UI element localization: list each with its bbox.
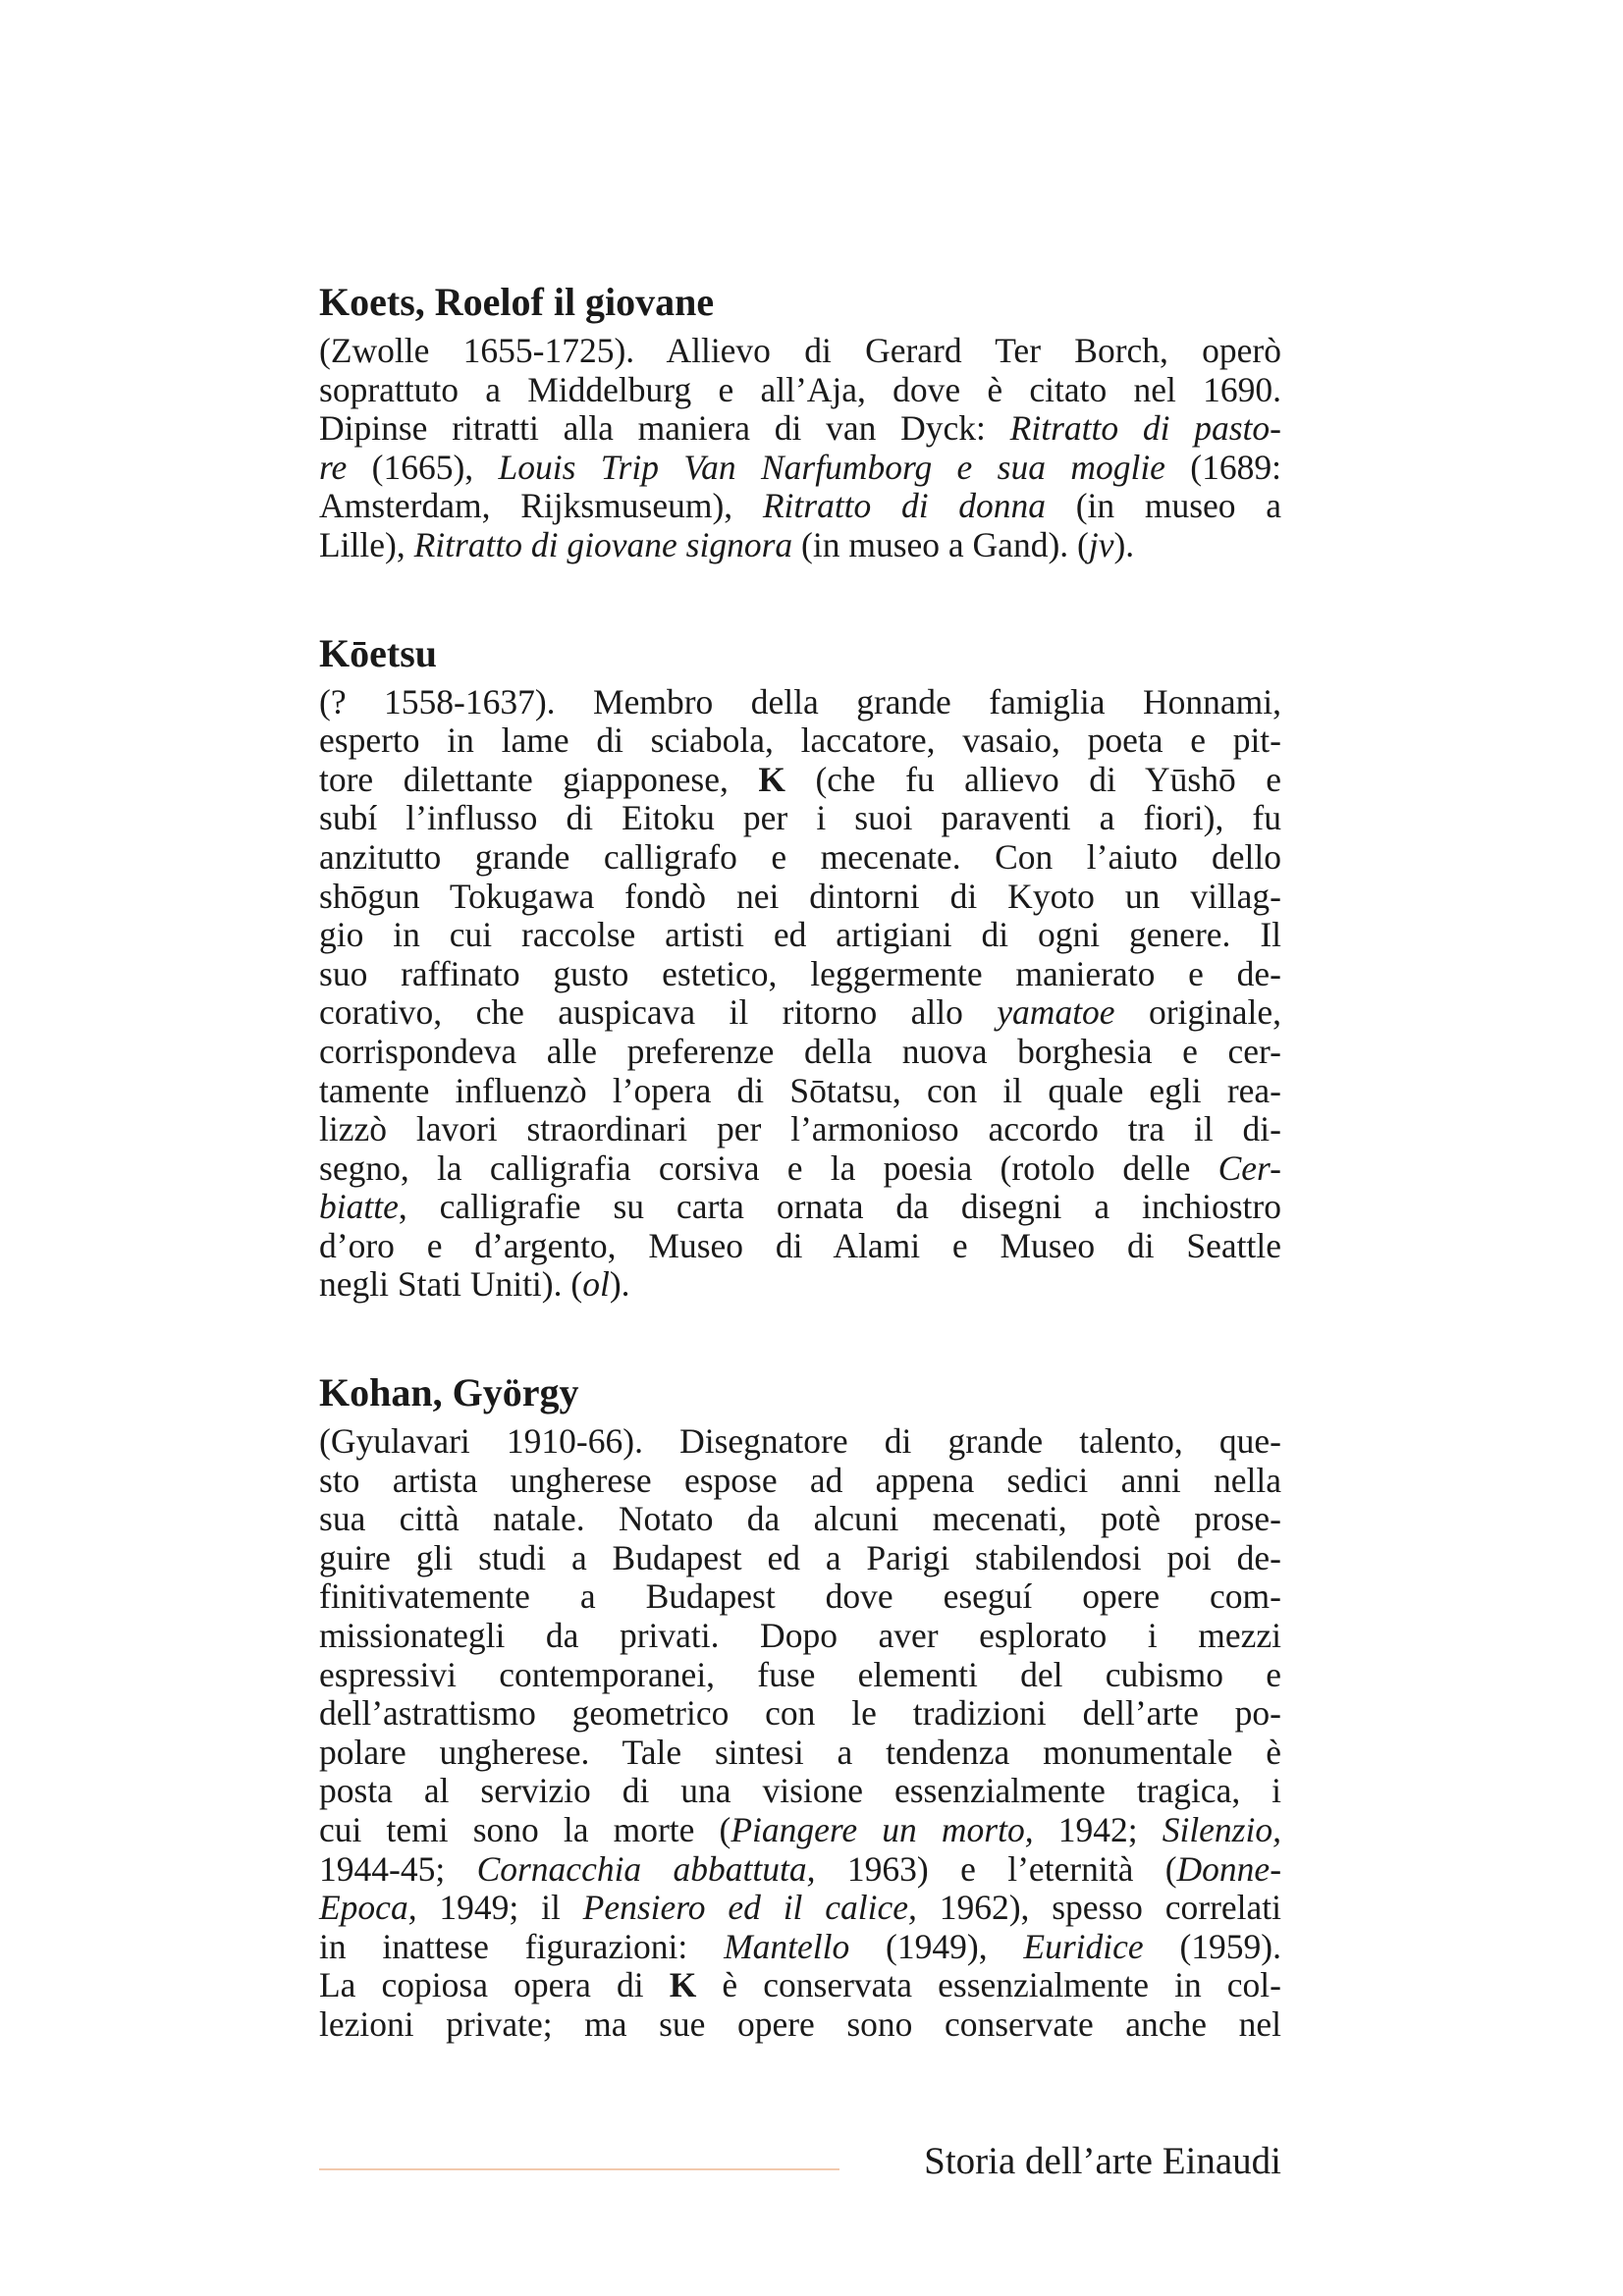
text-run: 1942; [1033,1810,1163,1849]
italic-run: Ritratto di pasto- [1009,408,1281,449]
text-run: lizzò lavori straordinari per l’armonioso accordo tra il di- [319,1109,1281,1149]
text-run: finitivatemente a Budapest dove eseguí opere com- [319,1576,1281,1617]
text-line [319,1772,1281,1811]
text-line [319,1656,1281,1695]
entry-body [319,683,1281,1306]
italic-run: Piangere un morto, [730,1810,1034,1849]
text-line [319,1577,1281,1617]
entry-koets [319,277,1281,565]
text-line [319,1966,1281,2005]
text-line [319,799,1281,838]
text-run: lezioni private; ma sue opere sono conservate anche nel [319,2003,1281,2044]
italic-run: Epoca, [319,1888,417,1928]
italic-run: Ritratto di giovane signora [413,524,793,564]
text-run: subí l’influsso di Eitoku per i suoi paraventi a fiori), fu [319,798,1281,838]
text-line [319,1850,1281,1890]
text-run: posta al servizio di una visione essenzialmente tragica, i [319,1771,1281,1811]
text-run: polare ungherese. Tale sintesi a tendenza monumentale è [319,1732,1281,1772]
text-run: d’oro e d’argento, Museo di Alami e Museo di Seattle [319,1225,1281,1265]
text-run: missionategli da privati. Dopo aver esplorato i mezzi [319,1616,1281,1656]
text-line [319,916,1281,955]
text-line [319,1110,1281,1149]
text-run: anzitutto grande calligrafo e mecenate. Con l’aiuto dello [319,836,1281,877]
text-line [319,1811,1281,1850]
text-run: ). [1113,524,1135,564]
text-run: (1665), [347,447,499,487]
text-run: La copiosa opera di [319,1965,670,2005]
italic-run: re [319,447,348,487]
text-run: (Gyulavari 1910-66). Disegnatore di grande talento, que- [319,1421,1281,1462]
text-run: (1689: [1164,447,1281,487]
text-line [319,1265,1281,1305]
italic-run: yamatoe [997,992,1115,1033]
text-run: (che fu allievo di Yūshō e [784,759,1281,799]
text-line [319,1617,1281,1656]
text-run: Dipinse ritratti alla maniera di van Dyck: [319,408,1010,449]
entry-body [319,332,1281,565]
italic-run: Louis Trip Van Narfumborg e sua moglie [498,447,1165,487]
page-footer [319,2128,1281,2187]
text-run: originale, [1114,992,1281,1033]
text-line [319,1072,1281,1111]
text-line [319,721,1281,761]
text-run: sto artista ungherese espose ad appena sedici anni nella [319,1460,1281,1500]
italic-run: ol [582,1264,610,1305]
bold-run: K [758,759,785,799]
text-run: guire gli studi a Budapest ed a Parigi stabilendosi poi de- [319,1537,1281,1577]
italic-run: biatte [319,1187,399,1227]
text-run: (in museo a [1046,486,1281,526]
italic-run: Euridice [1023,1926,1144,1966]
text-run: , calligrafie su carta ornata da disegni a inchiostro [398,1187,1281,1227]
text-line [319,1149,1281,1189]
text-run: gio in cui raccolse artisti ed artigiani di ogni genere. Il [319,915,1281,955]
text-line [319,2005,1281,2045]
text-run: sua città natale. Notato da alcuni mecenati, potè prose- [319,1499,1281,1539]
text-run: corrispondeva alle preferenze della nuova borghesia e cer- [319,1031,1281,1071]
entry-title: Koets, Roelof il giovane [319,280,715,324]
text-line [319,878,1281,917]
page-content [319,277,1281,2045]
text-line [319,1539,1281,1578]
text-run: in inattese figurazioni: [319,1926,725,1966]
text-run: ). [609,1264,630,1305]
text-line [319,1889,1281,1928]
bold-run: K [669,1965,697,2005]
footer-rule [319,2168,839,2170]
italic-run: Ritratto di donna [762,486,1047,526]
text-line [319,409,1281,449]
text-run: corativo, che auspicava il ritorno allo [319,992,998,1033]
footer-publication-title: Storia dell’arte Einaudi [924,2140,1281,2182]
text-run: tamente influenzò l’opera di Sōtatsu, con il quale egli rea- [319,1070,1281,1110]
text-run: 1949; il [416,1888,583,1928]
entry-koetsu [319,628,1281,1306]
text-run: (Zwolle 1655-1725). Allievo di Gerard Ter Borch, operò [319,331,1281,370]
italic-run: jv [1088,524,1114,564]
italic-run: Mantello [724,1926,850,1966]
text-line [319,1500,1281,1539]
text-run: (1959). [1143,1926,1281,1966]
entry-title: Kōetsu [319,630,437,675]
italic-run: Cornacchia abbattuta, [476,1848,816,1889]
italic-run: Silenzio, [1162,1810,1281,1849]
text-line [319,1462,1281,1501]
text-run: tore dilettante giapponese, [319,759,759,799]
text-line [319,838,1281,878]
text-run: segno, la calligrafia corsiva e la poesia (rotolo delle [319,1148,1218,1188]
text-run: è conservata essenzialmente in col- [696,1965,1281,2005]
text-line [319,1033,1281,1072]
text-line [319,993,1281,1033]
text-run: (in museo a Gand). ( [792,524,1089,564]
text-run: suo raffinato gusto estetico, leggermente manierato e de- [319,953,1281,993]
text-line [319,449,1281,488]
text-run: dell’astrattismo geometrico con le tradizioni dell’arte po- [319,1693,1281,1734]
italic-run: Donne- [1176,1848,1282,1889]
entry-title: Kohan, György [319,1370,579,1415]
italic-run: Pensiero ed il calice, [582,1888,917,1928]
text-run: (? 1558-1637). Membro della grande famiglia Honnami, [319,681,1281,721]
text-run: (1949), [849,1926,1024,1966]
text-run: Lille), [319,524,414,564]
text-line [319,1694,1281,1734]
text-line [319,1928,1281,1967]
text-run: cui temi sono la morte ( [319,1810,731,1849]
text-line [319,1188,1281,1227]
entry-kohan [319,1367,1281,2045]
text-line [319,955,1281,994]
entry-body [319,1422,1281,2045]
text-line [319,526,1281,565]
text-run: shōgun Tokugawa fondò nei dintorni di Kyoto un villag- [319,876,1281,916]
text-line [319,487,1281,526]
italic-run: Cer- [1217,1148,1281,1188]
text-run: 1962), spesso correlati [916,1888,1282,1928]
text-line [319,761,1281,800]
text-line [319,371,1281,410]
text-line [319,683,1281,722]
text-line [319,332,1281,371]
text-run: Amsterdam, Rijksmuseum), [319,486,763,526]
text-run: soprattuto a Middelburg e all’Aja, dove è citato nel 1690. [319,369,1281,409]
text-line [319,1734,1281,1773]
text-line [319,1422,1281,1462]
text-line [319,1227,1281,1266]
text-run: espressivi contemporanei, fuse elementi del cubismo e [319,1654,1281,1694]
text-run: negli Stati Uniti). ( [319,1264,583,1305]
text-run: esperto in lame di sciabola, laccatore, vasaio, poeta e pit- [319,721,1281,761]
text-run: 1944-45; [319,1848,477,1889]
text-run: 1963) e l’eternità ( [815,1848,1177,1889]
